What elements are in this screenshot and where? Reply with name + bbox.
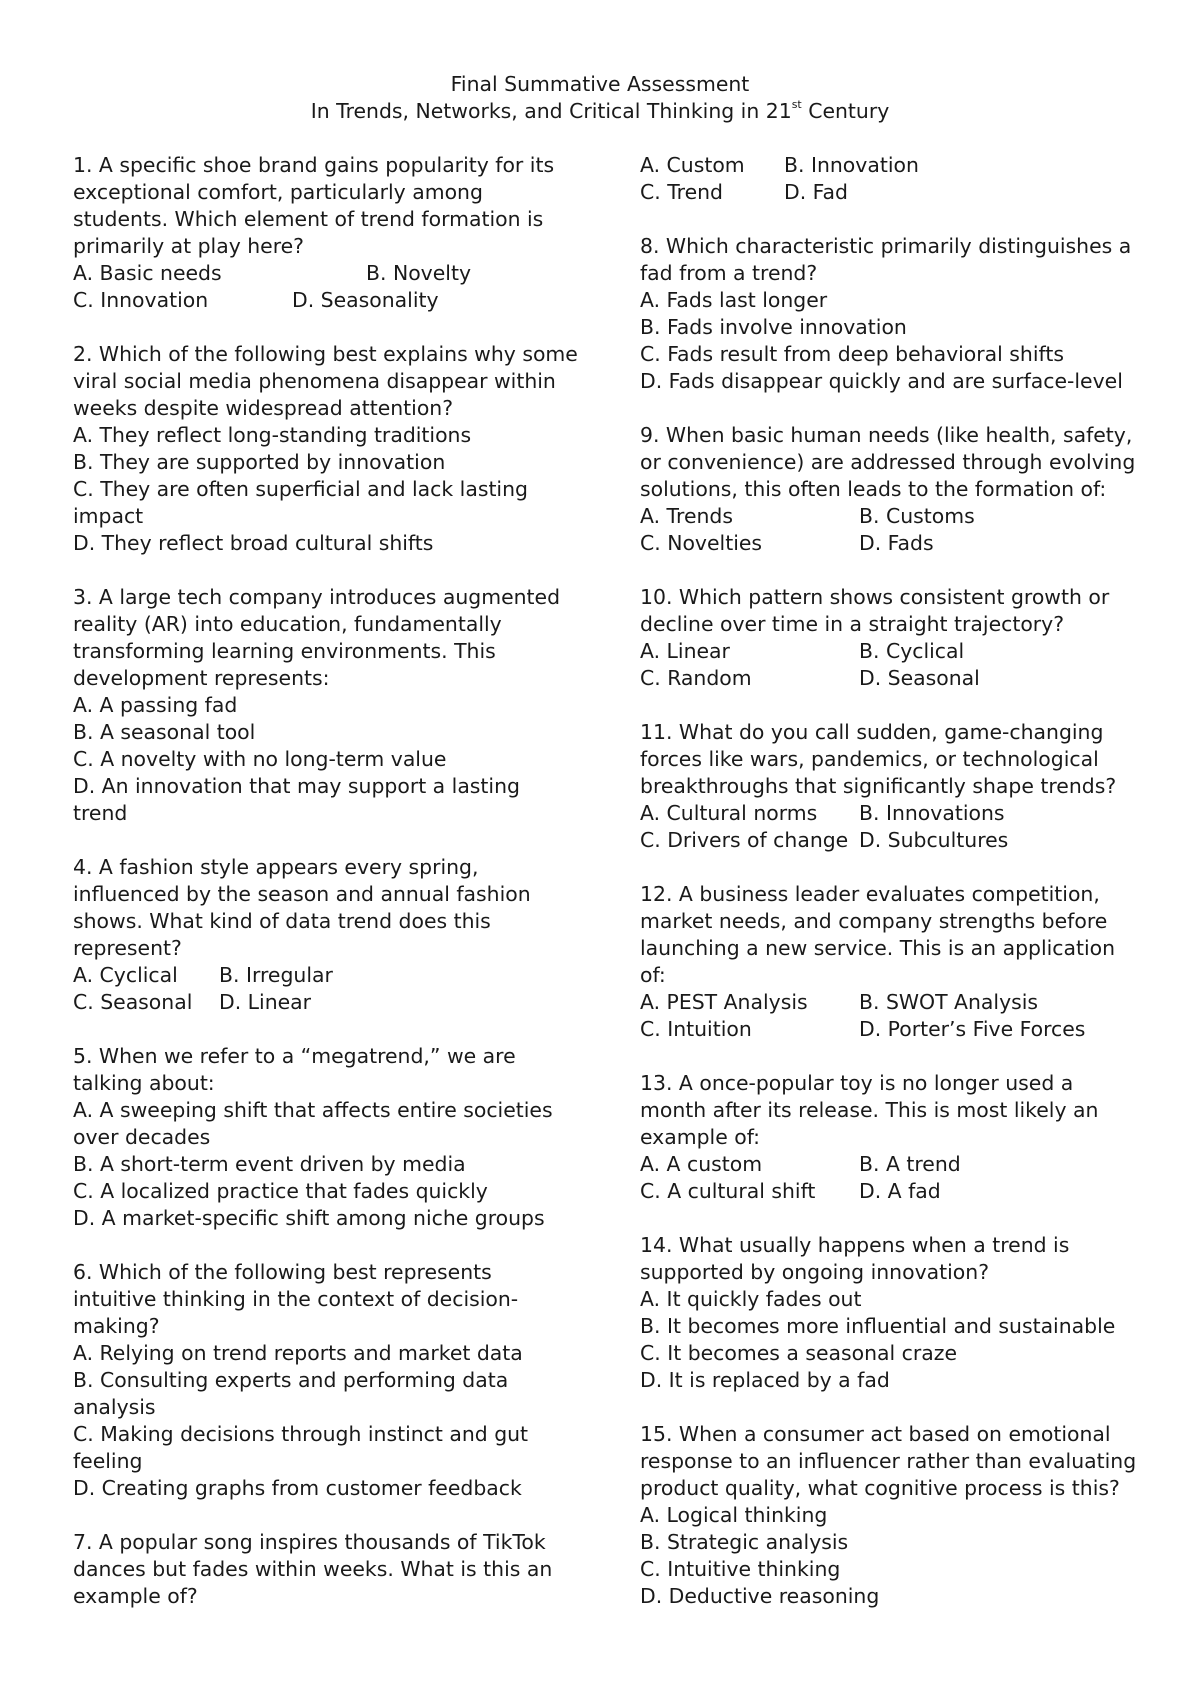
question-13 <box>640 1070 1140 1205</box>
option-c: C. A cultural shift <box>640 1179 816 1203</box>
question-2 <box>73 341 578 557</box>
subtitle-superscript: st <box>791 98 802 112</box>
question-stem: 5. When we refer to a “megatrend,” we are talking about: <box>73 1044 516 1095</box>
option-d: D. Seasonal <box>859 666 980 690</box>
question-stem: 2. Which of the following best explains why some viral social media phenomena disappear within weeks despite widespread attention? <box>73 342 578 420</box>
option-a: A. Cyclical <box>73 963 178 987</box>
question-stem: 11. What do you call sudden, game-changing forces like wars, pandemics, or technological breakthroughs that significantly shape trends? <box>640 720 1117 798</box>
option-d: D. Seasonality <box>292 288 439 312</box>
question-stem: 10. Which pattern shows consistent growth or decline over time in a straight trajectory? <box>640 585 1110 636</box>
question-7 <box>73 1529 578 1610</box>
option-b: B. It becomes more influential and sustainable <box>640 1314 1116 1338</box>
option-c: C. Seasonal <box>73 990 193 1014</box>
option-b: B. A seasonal tool <box>73 720 256 744</box>
option-d: D. A fad <box>859 1179 941 1203</box>
option-b: B. Consulting experts and performing data analysis <box>73 1368 509 1419</box>
option-b: B. A trend <box>859 1152 961 1176</box>
question-6 <box>73 1259 578 1502</box>
option-c: C. A novelty with no long-term value <box>73 747 447 771</box>
question-stem: 14. What usually happens when a trend is supported by ongoing innovation? <box>640 1233 1070 1284</box>
option-d: D. It is replaced by a fad <box>640 1368 890 1392</box>
option-d: D. Fads disappear quickly and are surface-level <box>640 369 1123 393</box>
option-d: D. Fad <box>784 180 848 204</box>
document-subtitle <box>0 98 1200 125</box>
question-4 <box>73 854 578 1016</box>
right-column <box>640 152 1140 1637</box>
question-stem: 4. A fashion style appears every spring, influenced by the season and annual fashion shows. What kind of data trend does this represent? <box>73 855 531 960</box>
question-stem: 13. A once-popular toy is no longer used a month after its release. This is most likely an example of: <box>640 1071 1099 1149</box>
subtitle-end: Century <box>801 99 890 123</box>
question-stem: 9. When basic human needs (like health, safety, or convenience) are addressed through evolving solutions, this often leads to the formation of: <box>640 423 1136 501</box>
option-c: C. Random <box>640 666 752 690</box>
question-9 <box>640 422 1140 557</box>
question-stem: 7. A popular song inspires thousands of TikTok dances but fades within weeks. What is this an example of? <box>73 1530 553 1608</box>
question-stem: 6. Which of the following best represents intuitive thinking in the context of decision-making? <box>73 1260 519 1338</box>
option-a: A. PEST Analysis <box>640 990 808 1014</box>
option-c: C. Intuition <box>640 1017 752 1041</box>
option-c: C. They are often superficial and lack lasting impact <box>73 477 528 528</box>
option-b: B. Cyclical <box>859 639 965 663</box>
option-a: A. Relying on trend reports and market data <box>73 1341 523 1365</box>
option-a: A. Cultural norms <box>640 801 818 825</box>
option-c: C. Intuitive thinking <box>640 1557 841 1581</box>
option-a: A. Logical thinking <box>640 1503 828 1527</box>
option-b: B. A short-term event driven by media <box>73 1152 466 1176</box>
subtitle-text: In Trends, Networks, and Critical Thinking in 21 <box>310 99 792 123</box>
question-12 <box>640 881 1140 1043</box>
option-a: A. Fads last longer <box>640 288 828 312</box>
option-b: B. Customs <box>859 504 975 528</box>
question-8 <box>640 233 1140 395</box>
option-c: C. Novelties <box>640 531 763 555</box>
question-3 <box>73 584 578 827</box>
option-d: D. Linear <box>219 990 312 1014</box>
option-d: D. An innovation that may support a lasting trend <box>73 774 520 825</box>
option-a: A. A custom <box>640 1152 763 1176</box>
option-b: B. Novelty <box>366 261 472 285</box>
option-b: B. Irregular <box>219 963 333 987</box>
question-7-options <box>640 152 1140 206</box>
question-15 <box>640 1421 1140 1610</box>
question-stem: 15. When a consumer act based on emotional response to an influencer rather than evaluating product quality, what cognitive process is this? <box>640 1422 1137 1500</box>
option-d: D. Deductive reasoning <box>640 1584 880 1608</box>
option-a: A. It quickly fades out <box>640 1287 862 1311</box>
document-header <box>0 71 1200 125</box>
document-title: Final Summative Assessment <box>450 72 750 96</box>
option-a: A. A passing fad <box>73 693 238 717</box>
option-d: D. Creating graphs from customer feedback <box>73 1476 522 1500</box>
left-column <box>73 152 578 1637</box>
question-stem: 12. A business leader evaluates competition, market needs, and company strengths before launching a new service. This is an application of: <box>640 882 1116 987</box>
option-d: D. Fads <box>859 531 934 555</box>
option-b: B. Fads involve innovation <box>640 315 907 339</box>
question-stem: 3. A large tech company introduces augmented reality (AR) into education, fundamentally transforming learning environments. This development represents: <box>73 585 561 690</box>
option-a: A. A sweeping shift that affects entire societies over decades <box>73 1098 553 1149</box>
option-c: C. Making decisions through instinct and gut feeling <box>73 1422 529 1473</box>
option-d: D. Subcultures <box>859 828 1009 852</box>
option-d: D. Porter’s Five Forces <box>859 1017 1086 1041</box>
option-b: B. Strategic analysis <box>640 1530 849 1554</box>
question-stem: 1. A specific shoe brand gains popularity for its exceptional comfort, particularly among students. Which element of trend formation is primarily at play here? <box>73 153 555 258</box>
option-c: C. Fads result from deep behavioral shifts <box>640 342 1064 366</box>
option-c: C. It becomes a seasonal craze <box>640 1341 958 1365</box>
option-c: C. A localized practice that fades quickly <box>73 1179 488 1203</box>
question-5 <box>73 1043 578 1232</box>
question-11 <box>640 719 1140 854</box>
option-b: B. They are supported by innovation <box>73 450 446 474</box>
option-b: B. Innovations <box>859 801 1005 825</box>
question-10 <box>640 584 1140 692</box>
question-stem: 8. Which characteristic primarily distinguishes a fad from a trend? <box>640 234 1132 285</box>
option-a: A. Custom <box>640 153 745 177</box>
option-b: B. Innovation <box>784 153 919 177</box>
option-a: A. Basic needs <box>73 261 222 285</box>
option-a: A. Linear <box>640 639 730 663</box>
question-14 <box>640 1232 1140 1394</box>
question-1 <box>73 152 578 314</box>
option-c: C. Trend <box>640 180 724 204</box>
option-c: C. Innovation <box>73 288 209 312</box>
option-a: A. They reflect long-standing traditions <box>73 423 472 447</box>
option-a: A. Trends <box>640 504 733 528</box>
option-b: B. SWOT Analysis <box>859 990 1039 1014</box>
option-d: D. A market-specific shift among niche groups <box>73 1206 545 1230</box>
option-c: C. Drivers of change <box>640 828 849 852</box>
option-d: D. They reflect broad cultural shifts <box>73 531 434 555</box>
